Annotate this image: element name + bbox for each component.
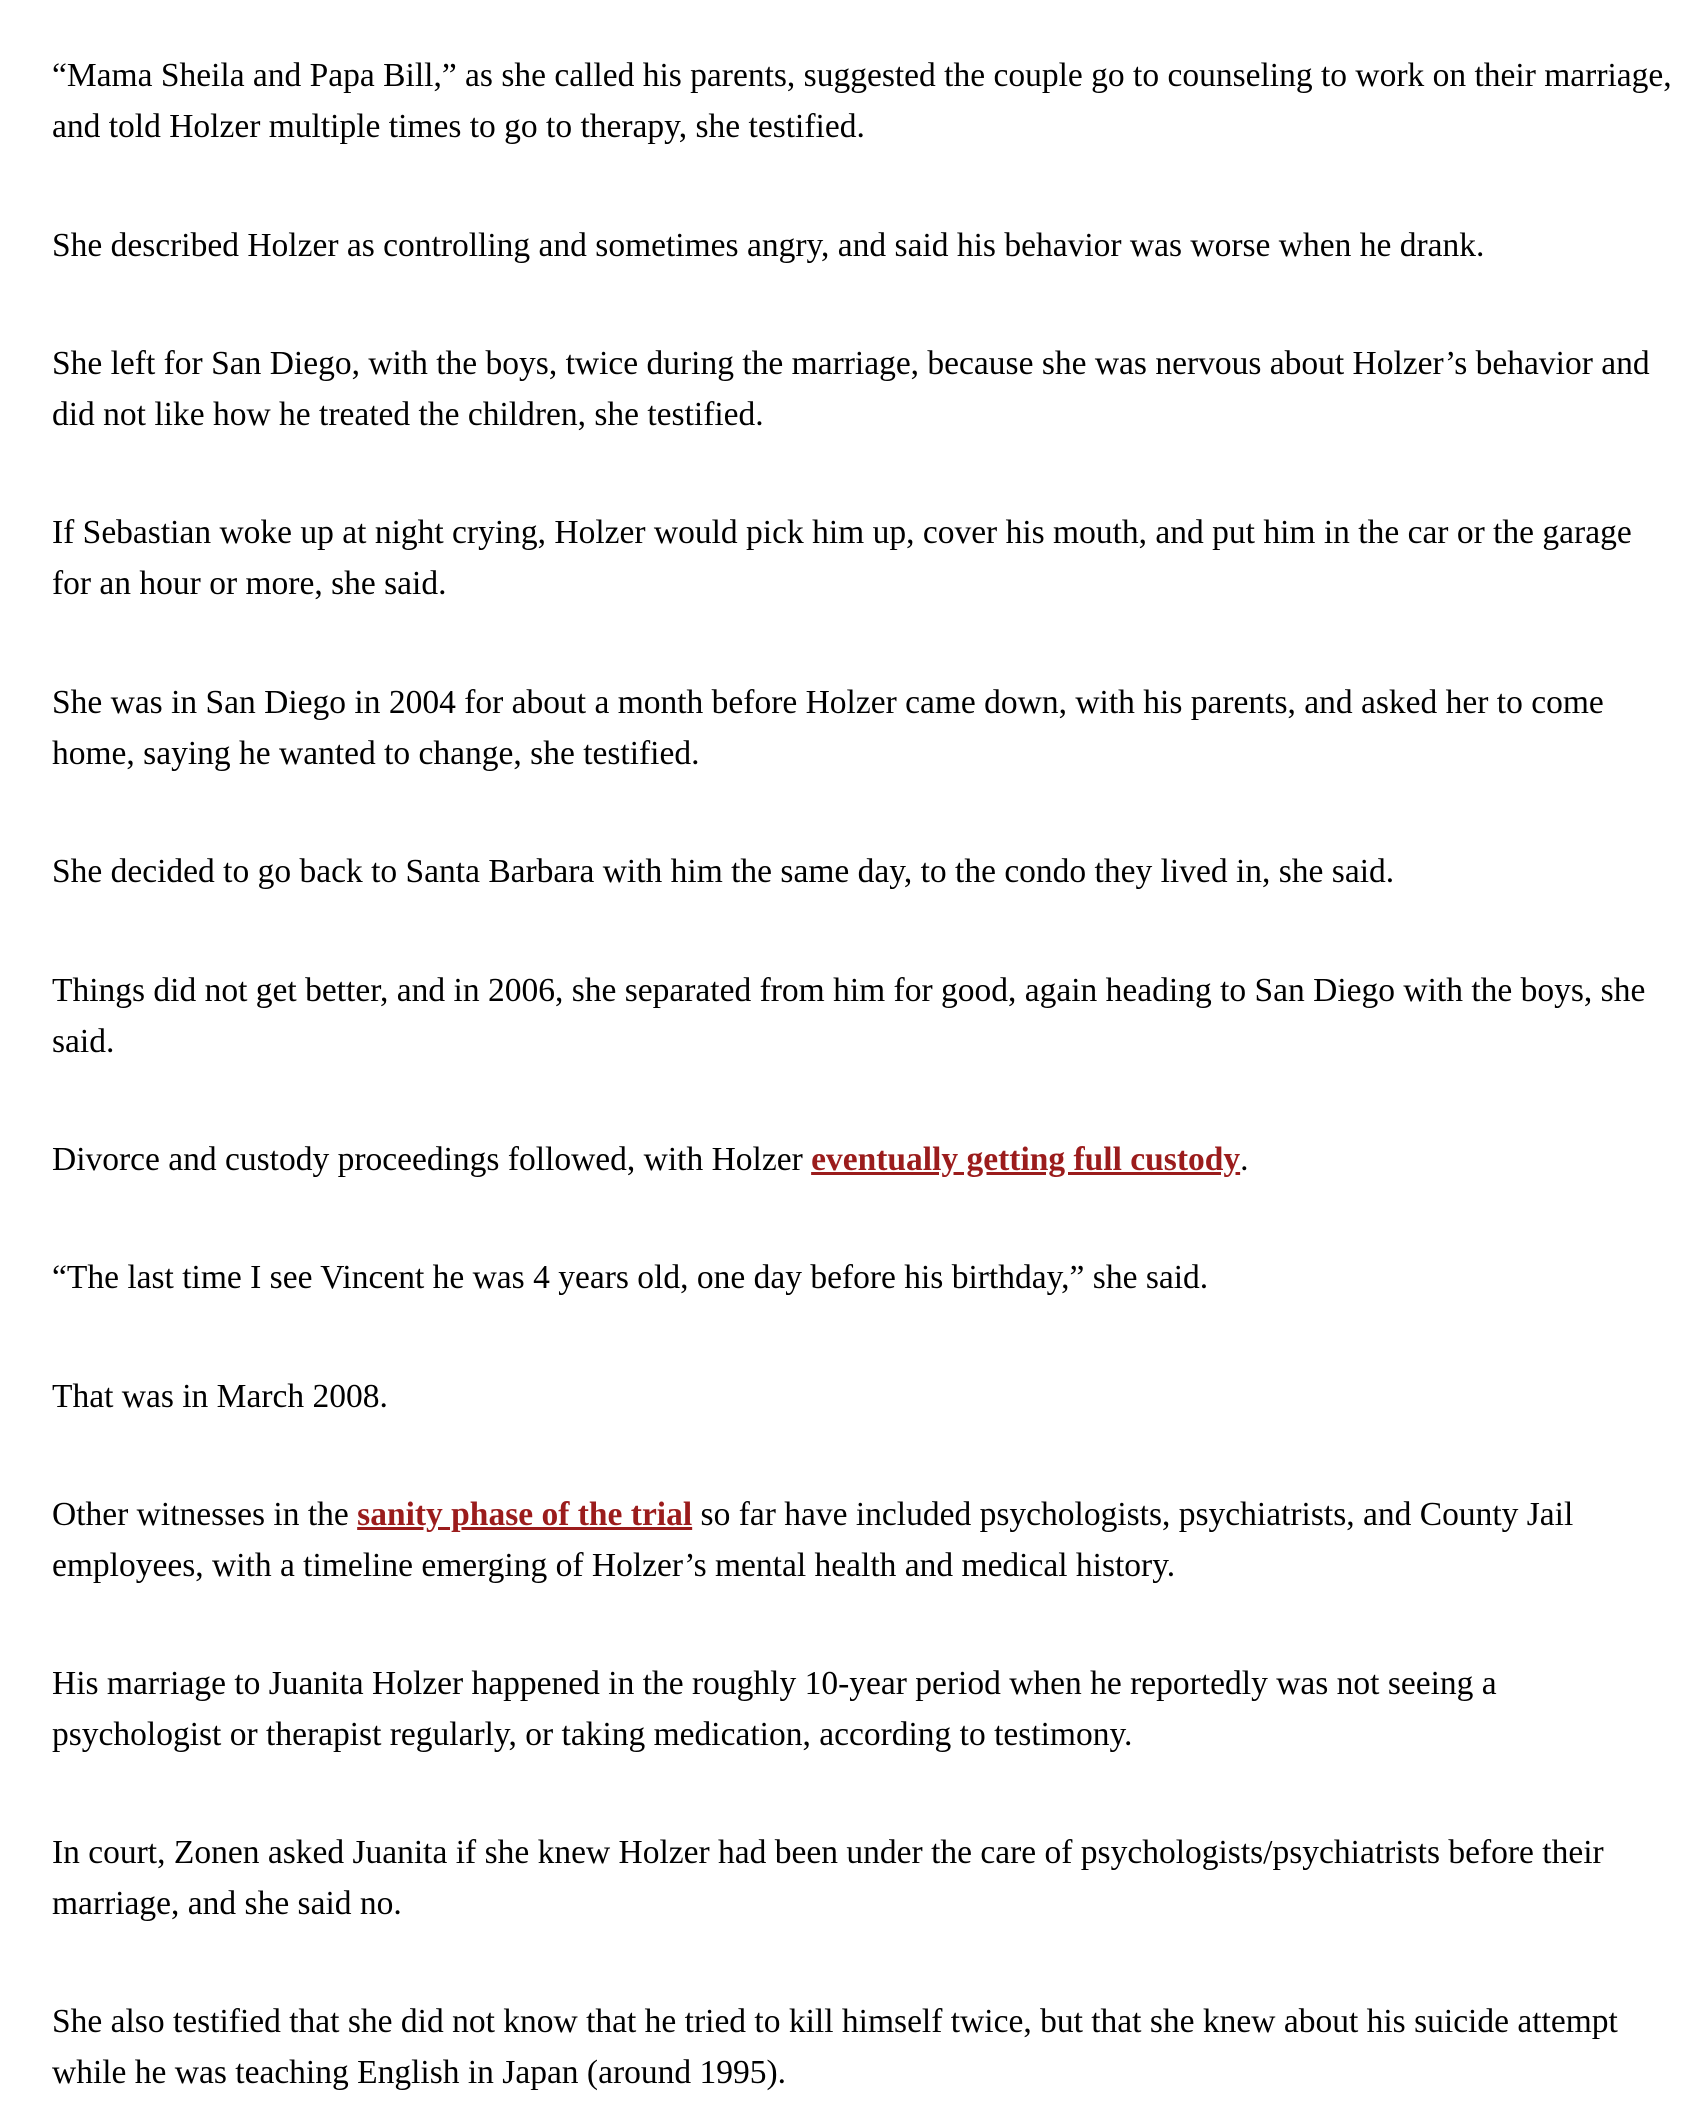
paragraph-sanity-text: Other witnesses in the [52,1496,358,1533]
paragraph-custody-end: . [1240,1141,1249,1178]
paragraph-marriage-period: His marriage to Juanita Holzer happened in the roughly 10-year period when he reportedly was not seeing a psychologist or therapist regularly, or taking medication, according to testimony. [52,1665,1497,1753]
sanity-phase-link[interactable]: sanity phase of the trial [357,1496,693,1533]
paragraph-controlling: She described Holzer as controlling and sometimes angry, and said his behavior was worse when he drank. [52,227,1485,264]
paragraph-san-diego-twice: She left for San Diego, with the boys, twice during the marriage, because she was nervous about Holzer’s behavior and did not like how he treated the children, she testified. [52,345,1650,433]
paragraph-custody [52,1134,1672,1185]
paragraph-suicide-attempt: She also testified that she did not know that he tried to kill himself twice, but that she knew about his suicide attempt while he was teaching English in Japan (around 1995). [52,2003,1618,2091]
paragraph-custody-text: Divorce and custody proceedings followed, with Holzer [52,1141,812,1178]
paragraph-2004: She was in San Diego in 2004 for about a month before Holzer came down, with his parents, and asked her to come home, saying he wanted to change, she testified. [52,684,1604,772]
paragraph-sebastian: If Sebastian woke up at night crying, Holzer would pick him up, cover his mouth, and put him in the car or the garage for an hour or more, she said. [52,514,1632,602]
paragraph-quote-vincent: “The last time I see Vincent he was 4 years old, one day before his birthday,” she said. [52,1259,1209,1296]
custody-link[interactable]: eventually getting full custody [811,1141,1241,1178]
paragraph-sanity-rest: so far have included psychologists, psychiatrists, and County Jail employees, with a timeline emerging of Holzer’s mental health and medical history. [52,1496,1574,1584]
paragraph-zonen: In court, Zonen asked Juanita if she knew Holzer had been under the care of psychologists/psychiatrists before their marriage, and she said no. [52,1834,1604,1922]
paragraph-sanity-phase [52,1489,1672,1591]
paragraph-march-2008: That was in March 2008. [52,1378,388,1415]
paragraph-counseling: “Mama Sheila and Papa Bill,” as she called his parents, suggested the couple go to counseling to work on their marriage, and told Holzer multiple times to go to therapy, she testified. [52,57,1672,145]
paragraph-2006: Things did not get better, and in 2006, she separated from him for good, again heading to San Diego with the boys, she said. [52,972,1646,1060]
paragraph-santa-barbara: She decided to go back to Santa Barbara with him the same day, to the condo they lived in, she said. [52,853,1395,890]
